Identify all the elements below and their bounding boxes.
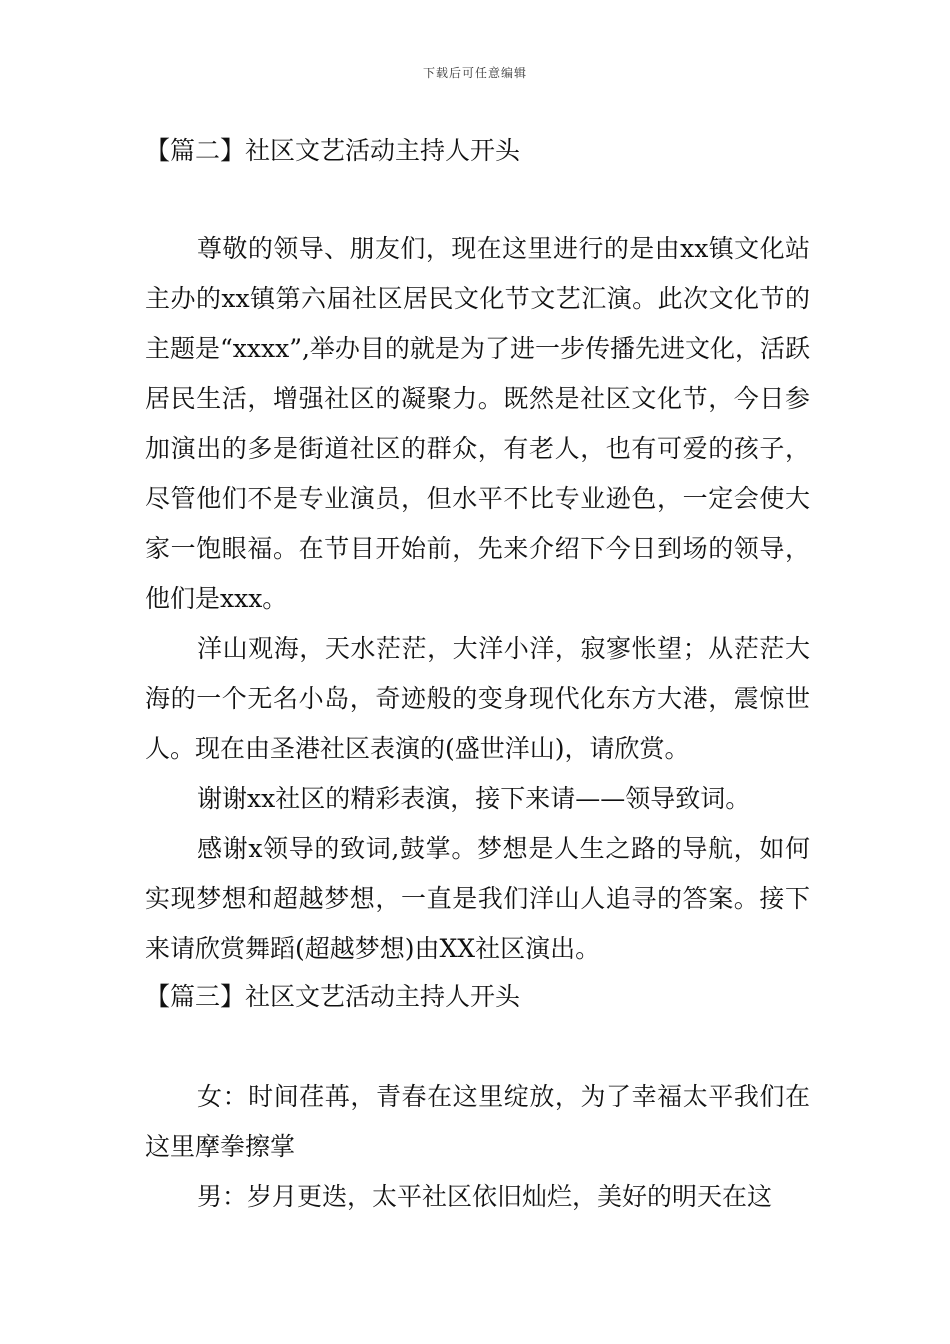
- section3-paragraph-2: 男：岁月更迭，太平社区依旧灿烂，美好的明天在这: [197, 1182, 773, 1211]
- section2-paragraph-2: 洋山观海，天水茫茫，大洋小洋，寂寥怅望；从茫茫大海的一个无名小岛，奇迹般的变身现代化东方大港，震惊世人。现在由圣港社区表演的(盛世洋山)，请欣赏。: [145, 634, 810, 763]
- section2-paragraph-3: 谢谢xx社区的精彩表演，接下来请——领导致词。: [197, 784, 751, 813]
- section2-paragraph-4: 感谢x领导的致词,鼓掌。梦想是人生之路的导航，如何实现梦想和超越梦想，一直是我们洋山人追寻的答案。接下来请欣赏舞蹈(超越梦想)由XX社区演出。: [145, 834, 810, 963]
- section2-title: 【篇二】社区文艺活动主持人开头: [145, 136, 521, 165]
- section2-paragraph-1: 尊敬的领导、朋友们，现在这里进行的是由xx镇文化站主办的xx镇第六届社区居民文化节文艺汇演。此次文化节的主题是“xxxx”,举办目的就是为了进一步传播先进文化，活跃居民生活，增强社区的凝聚力。既然是社区文化节，今日参加演出的多是街道社区的群众，有老人，也有可爱的孩子，尽管他们不是专业演员，但水平不比专业逊色，一定会使大家一饱眼福。在节目开始前，先来介绍下今日到场的领导，他们是xxx。: [145, 234, 810, 613]
- section3-title: 【篇三】社区文艺活动主持人开头: [145, 982, 521, 1011]
- header-note: 下载后可任意编辑: [422, 66, 527, 80]
- section3-paragraph-1: 女：时间荏苒，青春在这里绽放，为了幸福太平我们在这里摩拳擦掌: [145, 1082, 810, 1161]
